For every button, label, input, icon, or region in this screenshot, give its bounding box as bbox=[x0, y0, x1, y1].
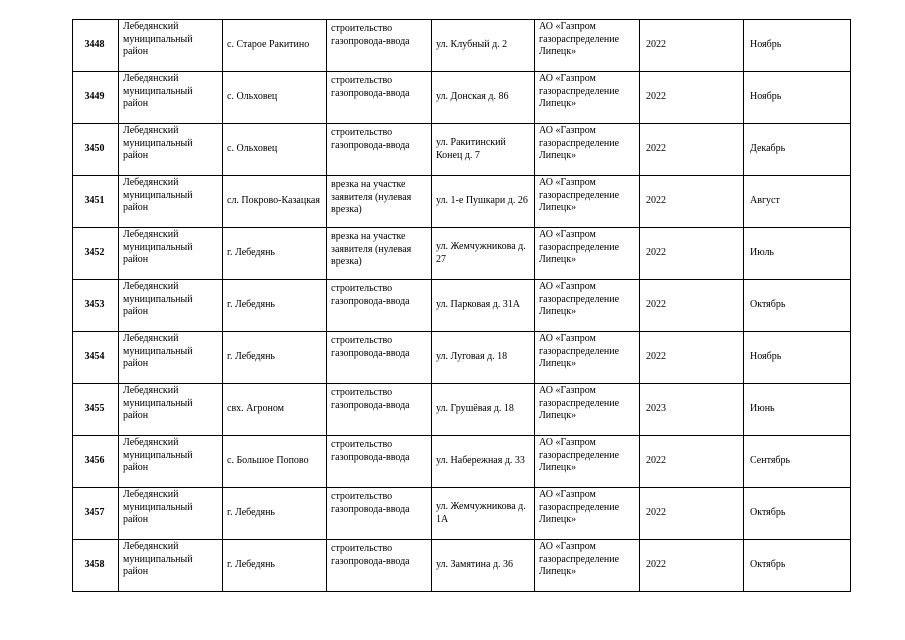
work-type-cell: строительство газопровода-ввода bbox=[327, 280, 432, 332]
month-cell: Июль bbox=[744, 228, 851, 280]
district-cell: Лебедянский муниципальный район bbox=[119, 436, 223, 488]
table-row bbox=[73, 384, 851, 436]
row-number: 3450 bbox=[73, 124, 119, 176]
settlement-cell: с. Большое Попово bbox=[223, 436, 327, 488]
settlement-cell: г. Лебедянь bbox=[223, 280, 327, 332]
address-cell: ул. Набережная д. 33 bbox=[432, 436, 535, 488]
year-cell: 2022 bbox=[640, 20, 744, 72]
month-cell: Ноябрь bbox=[744, 332, 851, 384]
row-number: 3448 bbox=[73, 20, 119, 72]
organization-cell: АО «Газпром газораспределение Липецк» bbox=[535, 384, 640, 436]
table-row bbox=[73, 176, 851, 228]
table-row bbox=[73, 332, 851, 384]
district-cell: Лебедянский муниципальный район bbox=[119, 540, 223, 592]
address-cell: ул. Луговая д. 18 bbox=[432, 332, 535, 384]
table-row bbox=[73, 228, 851, 280]
work-type-cell: строительство газопровода-ввода bbox=[327, 332, 432, 384]
organization-cell: АО «Газпром газораспределение Липецк» bbox=[535, 228, 640, 280]
month-cell: Ноябрь bbox=[744, 20, 851, 72]
row-number: 3458 bbox=[73, 540, 119, 592]
year-cell: 2023 bbox=[640, 384, 744, 436]
row-number: 3449 bbox=[73, 72, 119, 124]
organization-cell: АО «Газпром газораспределение Липецк» bbox=[535, 540, 640, 592]
work-type-cell: строительство газопровода-ввода bbox=[327, 384, 432, 436]
row-number: 3453 bbox=[73, 280, 119, 332]
district-cell: Лебедянский муниципальный район bbox=[119, 280, 223, 332]
district-cell: Лебедянский муниципальный район bbox=[119, 228, 223, 280]
work-type-cell: строительство газопровода-ввода bbox=[327, 488, 432, 540]
work-type-cell: врезка на участке заявителя (нулевая врезка) bbox=[327, 228, 432, 280]
month-cell: Сентябрь bbox=[744, 436, 851, 488]
settlement-cell: г. Лебедянь bbox=[223, 540, 327, 592]
row-number: 3452 bbox=[73, 228, 119, 280]
month-cell: Октябрь bbox=[744, 540, 851, 592]
settlement-cell: с. Ольховец bbox=[223, 72, 327, 124]
year-cell: 2022 bbox=[640, 72, 744, 124]
year-cell: 2022 bbox=[640, 488, 744, 540]
district-cell: Лебедянский муниципальный район bbox=[119, 72, 223, 124]
work-type-cell: строительство газопровода-ввода bbox=[327, 20, 432, 72]
district-cell: Лебедянский муниципальный район bbox=[119, 20, 223, 72]
table-row bbox=[73, 72, 851, 124]
settlement-cell: г. Лебедянь bbox=[223, 488, 327, 540]
settlement-cell: с. Старое Ракитино bbox=[223, 20, 327, 72]
year-cell: 2022 bbox=[640, 332, 744, 384]
table-body bbox=[73, 20, 851, 592]
month-cell: Июнь bbox=[744, 384, 851, 436]
table-row bbox=[73, 280, 851, 332]
month-cell: Август bbox=[744, 176, 851, 228]
settlement-cell: сл. Покрово-Казацкая bbox=[223, 176, 327, 228]
settlement-cell: г. Лебедянь bbox=[223, 228, 327, 280]
address-cell: ул. Жемчужникова д. 27 bbox=[432, 228, 535, 280]
month-cell: Октябрь bbox=[744, 488, 851, 540]
organization-cell: АО «Газпром газораспределение Липецк» bbox=[535, 332, 640, 384]
address-cell: ул. Жемчужникова д. 1А bbox=[432, 488, 535, 540]
year-cell: 2022 bbox=[640, 540, 744, 592]
work-type-cell: строительство газопровода-ввода bbox=[327, 72, 432, 124]
address-cell: ул. 1-е Пушкари д. 26 bbox=[432, 176, 535, 228]
organization-cell: АО «Газпром газораспределение Липецк» bbox=[535, 72, 640, 124]
table-row bbox=[73, 488, 851, 540]
address-cell: ул. Грушёвая д. 18 bbox=[432, 384, 535, 436]
district-cell: Лебедянский муниципальный район bbox=[119, 488, 223, 540]
address-cell: ул. Парковая д. 31А bbox=[432, 280, 535, 332]
month-cell: Октябрь bbox=[744, 280, 851, 332]
organization-cell: АО «Газпром газораспределение Липецк» bbox=[535, 436, 640, 488]
table-row bbox=[73, 540, 851, 592]
district-cell: Лебедянский муниципальный район bbox=[119, 176, 223, 228]
table-row bbox=[73, 20, 851, 72]
work-type-cell: строительство газопровода-ввода bbox=[327, 436, 432, 488]
organization-cell: АО «Газпром газораспределение Липецк» bbox=[535, 20, 640, 72]
work-type-cell: строительство газопровода-ввода bbox=[327, 540, 432, 592]
district-cell: Лебедянский муниципальный район bbox=[119, 332, 223, 384]
year-cell: 2022 bbox=[640, 176, 744, 228]
settlement-cell: г. Лебедянь bbox=[223, 332, 327, 384]
row-number: 3454 bbox=[73, 332, 119, 384]
row-number: 3455 bbox=[73, 384, 119, 436]
district-cell: Лебедянский муниципальный район bbox=[119, 384, 223, 436]
row-number: 3456 bbox=[73, 436, 119, 488]
year-cell: 2022 bbox=[640, 280, 744, 332]
address-cell: ул. Ракитинский Конец д. 7 bbox=[432, 124, 535, 176]
settlement-cell: с. Ольховец bbox=[223, 124, 327, 176]
organization-cell: АО «Газпром газораспределение Липецк» bbox=[535, 176, 640, 228]
district-cell: Лебедянский муниципальный район bbox=[119, 124, 223, 176]
organization-cell: АО «Газпром газораспределение Липецк» bbox=[535, 488, 640, 540]
month-cell: Декабрь bbox=[744, 124, 851, 176]
row-number: 3457 bbox=[73, 488, 119, 540]
address-cell: ул. Замятина д. 36 bbox=[432, 540, 535, 592]
row-number: 3451 bbox=[73, 176, 119, 228]
work-type-cell: врезка на участке заявителя (нулевая врезка) bbox=[327, 176, 432, 228]
work-type-cell: строительство газопровода-ввода bbox=[327, 124, 432, 176]
table-row bbox=[73, 436, 851, 488]
organization-cell: АО «Газпром газораспределение Липецк» bbox=[535, 124, 640, 176]
year-cell: 2022 bbox=[640, 228, 744, 280]
address-cell: ул. Донская д. 86 bbox=[432, 72, 535, 124]
gas-connection-table bbox=[72, 19, 851, 592]
year-cell: 2022 bbox=[640, 436, 744, 488]
year-cell: 2022 bbox=[640, 124, 744, 176]
organization-cell: АО «Газпром газораспределение Липецк» bbox=[535, 280, 640, 332]
address-cell: ул. Клубный д. 2 bbox=[432, 20, 535, 72]
settlement-cell: свх. Агроном bbox=[223, 384, 327, 436]
month-cell: Ноябрь bbox=[744, 72, 851, 124]
table-row bbox=[73, 124, 851, 176]
